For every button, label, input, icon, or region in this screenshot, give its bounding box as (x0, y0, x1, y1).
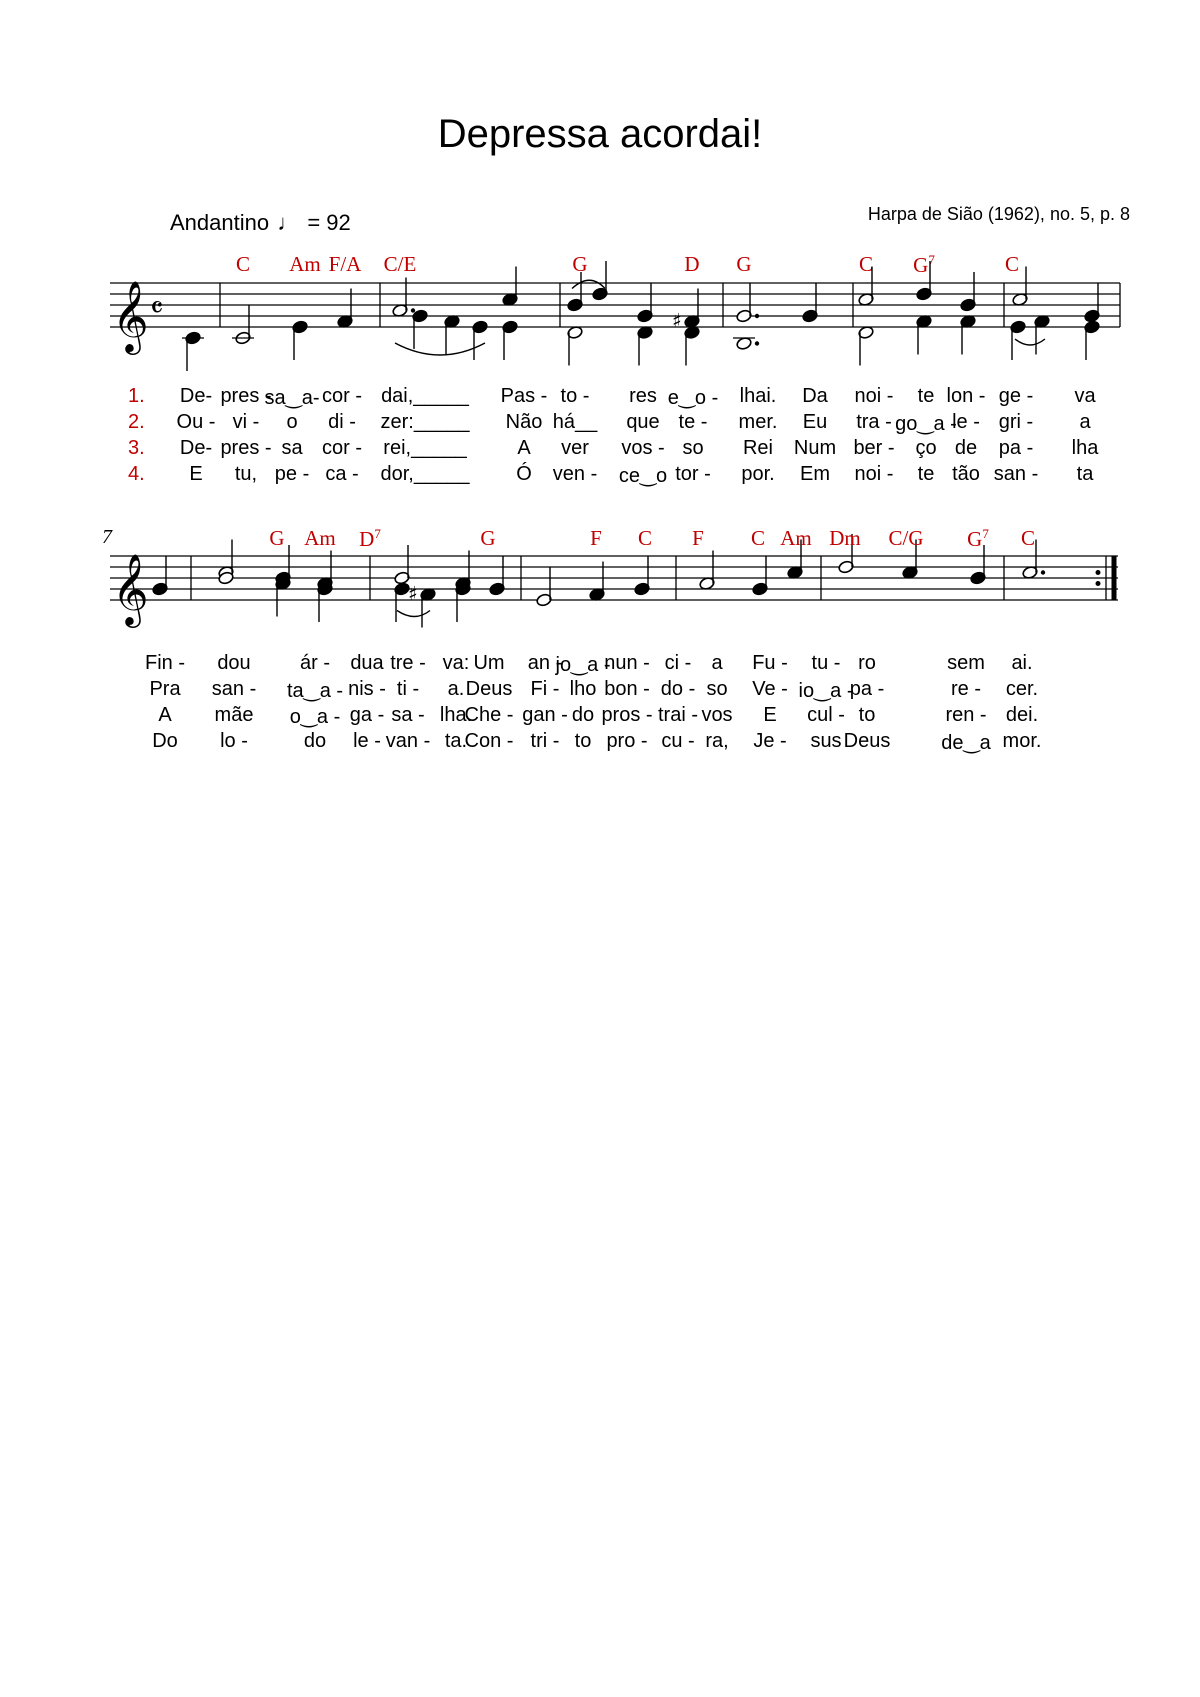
verse-line (0, 437, 1200, 463)
lyric-syllable: do (303, 730, 327, 752)
chord-row-2 (0, 526, 1200, 556)
lyric-syllable: lha. (439, 704, 473, 726)
lyric-syllable: tu - (811, 652, 841, 674)
lyric-syllable: Pas - (500, 385, 548, 407)
lyric-syllable: ge - (998, 385, 1034, 407)
lyric-syllable: lhai. (739, 385, 777, 407)
lyric-syllable: a (711, 652, 723, 674)
lyric-syllable: há__ (552, 411, 598, 433)
lyric-syllable: De- (179, 437, 213, 459)
lyric-syllable: rei,_____ (383, 437, 467, 459)
system1-chord: F/A (328, 252, 362, 276)
system2-chord: C (1020, 526, 1036, 550)
lyric-syllable: ven - (552, 463, 598, 485)
lyric-syllable: por. (741, 463, 775, 485)
slur (1015, 339, 1045, 345)
note-dot (411, 308, 415, 312)
system2-chord: Am (780, 526, 812, 550)
system2-chord: Dm (829, 526, 861, 550)
source-citation: Harpa de Sião (1962), no. 5, p. 8 (867, 204, 1130, 224)
lyric-syllable: a. (447, 678, 465, 700)
lyric-syllable: zer:_____ (380, 411, 470, 433)
lyric-syllable: le - (952, 411, 980, 433)
lyric-syllable: nun - (604, 652, 650, 674)
lyric-syllable: e‿o - (667, 387, 719, 409)
lyric-syllable: o‿a - (289, 706, 341, 728)
verse-line (0, 730, 1200, 756)
measure-number: 7 (102, 526, 112, 548)
lyric-syllable: Ou - (176, 411, 216, 433)
lyric-syllable: lha (1071, 437, 1099, 459)
lyric-syllable: te (917, 385, 935, 407)
lyric-syllable: noi - (854, 385, 894, 407)
lyric-syllable: de (954, 437, 978, 459)
lyric-syllable: ro (858, 652, 876, 674)
note-dot (1041, 570, 1045, 574)
lyric-syllable: de‿a (941, 732, 991, 754)
slur (572, 280, 605, 288)
verse-line (0, 411, 1200, 437)
lyric-syllable: Pra (149, 678, 181, 700)
lyric-syllable: ca - (325, 463, 359, 485)
lyric-syllable: le - (353, 730, 381, 752)
lyric-syllable: Deus (843, 730, 891, 752)
lyric-syllable: E (763, 704, 777, 726)
treble-clef-icon: 𝄞 (112, 552, 149, 625)
lyric-syllable: pa - (849, 678, 885, 700)
lyric-syllable: Fi - (530, 678, 560, 700)
lyric-syllable: pres - (220, 385, 272, 407)
system2-chord: $G^7$ (967, 526, 989, 551)
slur (395, 343, 485, 355)
lyric-syllable: a (1079, 411, 1091, 433)
lyric-syllable: ti - (396, 678, 420, 700)
lyric-syllable: go‿a - (895, 413, 957, 435)
tempo-bpm: = 92 (307, 210, 351, 235)
lyric-syllable: De- (179, 385, 213, 407)
system1-chord: C (235, 252, 251, 276)
verse-number: 2. (128, 411, 145, 433)
lyric-syllable: dei. (1005, 704, 1039, 726)
lyric-syllable: A (158, 704, 172, 726)
lyric-syllable: sus (810, 730, 842, 752)
lyric-syllable: Con - (464, 730, 514, 752)
sharp-icon: ♯ (408, 581, 418, 606)
lyric-syllable: ta. (444, 730, 468, 752)
lyric-syllable: tão (952, 463, 980, 485)
lyric-syllable: Fin - (145, 652, 185, 674)
lyric-syllable: ta‿a - (286, 680, 344, 702)
repeat-dot (1096, 570, 1101, 575)
lyric-syllable: dor,_____ (380, 463, 470, 485)
lyric-syllable: sem (947, 652, 985, 674)
lyric-syllable: trai - (658, 704, 698, 726)
lyric-syllable: tra - (856, 411, 892, 433)
lyric-syllable: Em (800, 463, 830, 485)
lyric-syllable: ga - (349, 704, 385, 726)
lyric-syllable: Deus (465, 678, 513, 700)
lyric-syllable: lo - (220, 730, 248, 752)
lyric-syllable: tre - (390, 652, 426, 674)
lyric-syllable: dua (350, 652, 384, 674)
system1-chord: D (684, 252, 700, 276)
lyric-syllable: ci - (664, 652, 692, 674)
lyric-syllable: cor - (322, 437, 362, 459)
lyric-syllable: ta (1076, 463, 1094, 485)
system1-chord: $G^7$ (913, 252, 935, 277)
lyric-syllable: do - (660, 678, 696, 700)
lyric-syllable: Não (505, 411, 543, 433)
lyric-syllable: va (1074, 385, 1096, 407)
lyric-syllable: io‿a - (798, 680, 854, 702)
system2-chord: F (692, 526, 704, 550)
lyric-syllable: sa‿a- (264, 387, 320, 409)
system1-chord: C (858, 252, 874, 276)
system2-chord: G (269, 526, 285, 550)
music-staff (0, 0, 1200, 760)
lyric-syllable: gan - (522, 704, 568, 726)
lyric-syllable: mãe (214, 704, 254, 726)
lyric-syllable: gri - (998, 411, 1034, 433)
lyric-syllable: Um (473, 652, 505, 674)
lyric-syllable: pa - (998, 437, 1034, 459)
lyric-syllable: que (626, 411, 660, 433)
lyric-syllable: bon - (604, 678, 650, 700)
system2-chord: $D^7$ (359, 526, 381, 551)
lyric-syllable: mer. (738, 411, 778, 433)
page-title: Depressa acordai! (437, 112, 763, 156)
verse-number: 3. (128, 437, 145, 459)
system2-chord: C/G (888, 526, 924, 550)
note-dot (755, 341, 759, 345)
lyric-syllable: te - (678, 411, 708, 433)
lyric-syllable: ai. (1011, 652, 1033, 674)
lyric-syllable: ber - (853, 437, 895, 459)
verse-number: 1. (128, 385, 145, 407)
lyric-syllable: pro - (606, 730, 648, 752)
lyric-syllable: E (189, 463, 203, 485)
verse-line (0, 463, 1200, 489)
system2-chord: C (637, 526, 653, 550)
lyric-syllable: ár - (300, 652, 330, 674)
lyric-syllable: vos (701, 704, 733, 726)
lyric-syllable: Da (802, 385, 828, 407)
lyric-syllable: Eu (802, 411, 828, 433)
lyric-syllable: cul - (807, 704, 845, 726)
lyric-syllable: ren - (945, 704, 987, 726)
lyric-syllable: Ó (516, 463, 532, 485)
lyric-syllable: pros - (601, 704, 653, 726)
lyric-syllable: sa (281, 437, 303, 459)
treble-clef-icon: 𝄞 (112, 279, 149, 352)
lyric-syllable: tu, (234, 463, 258, 485)
lyric-syllable: to (858, 704, 876, 726)
lyric-syllable: tor - (675, 463, 711, 485)
lyric-syllable: Che - (464, 704, 514, 726)
lyric-syllable: ço (915, 437, 937, 459)
lyric-syllable: Do (152, 730, 178, 752)
lyric-syllable: so (706, 678, 728, 700)
lyric-syllable: cu - (661, 730, 695, 752)
system1-chord: G (736, 252, 752, 276)
system1-chord: Am (289, 252, 321, 276)
lyric-syllable: an - (527, 652, 563, 674)
system2-chord: C (750, 526, 766, 550)
lyric-syllable: san - (211, 678, 257, 700)
lyric-syllable: ra, (705, 730, 729, 752)
system1-chord: G (572, 252, 588, 276)
lyric-syllable: dai,_____ (381, 385, 469, 407)
sharp-icon: ♯ (672, 308, 682, 333)
lyric-syllable: san - (993, 463, 1039, 485)
verse-number: 4. (128, 463, 145, 485)
system1-chord: C/E (383, 252, 417, 276)
lyric-syllable: di - (328, 411, 356, 433)
verse-line (0, 704, 1200, 730)
lyric-syllable: sa - (391, 704, 425, 726)
lyric-syllable: to - (560, 385, 590, 407)
verse-line (0, 678, 1200, 704)
lyric-syllable: o (286, 411, 298, 433)
common-time-icon: 𝄴 (150, 291, 164, 326)
system2-chord: Am (304, 526, 336, 550)
quarter-note-icon: ♩ (277, 210, 300, 235)
lyric-syllable: cor - (322, 385, 362, 407)
lyric-syllable: Je - (753, 730, 787, 752)
lyric-syllable: lon - (946, 385, 986, 407)
lyric-syllable: Fu - (752, 652, 788, 674)
lyric-syllable: pres - (220, 437, 272, 459)
lyric-syllable: re - (951, 678, 981, 700)
lyric-syllable: van - (385, 730, 431, 752)
verse-line (0, 652, 1200, 678)
system2-chord: G (480, 526, 496, 550)
lyric-syllable: Ve - (752, 678, 788, 700)
repeat-dot (1096, 581, 1101, 586)
lyric-syllable: vi - (232, 411, 260, 433)
lyric-syllable: ce‿o (618, 465, 668, 487)
lyric-syllable: noi - (854, 463, 894, 485)
lyric-syllable: te (917, 463, 935, 485)
lyric-syllable: res (629, 385, 657, 407)
lyric-syllable: Rei (742, 437, 774, 459)
lyric-syllable: dou (217, 652, 251, 674)
lyric-syllable: va: (442, 652, 470, 674)
lyric-syllable: nis - (348, 678, 386, 700)
lyric-syllable: cer. (1005, 678, 1039, 700)
lyric-syllable: do (571, 704, 595, 726)
lyric-syllable: jo‿a - (555, 654, 611, 676)
system2-chord: F (590, 526, 602, 550)
lyric-syllable: A (517, 437, 531, 459)
lyric-syllable: so (682, 437, 704, 459)
tempo-text: Andantino (170, 210, 270, 235)
lyric-syllable: tri - (530, 730, 560, 752)
verse-line (0, 385, 1200, 411)
lyric-syllable: ver (561, 437, 589, 459)
system1-chord: C (1004, 252, 1020, 276)
lyric-syllable: lho (569, 678, 597, 700)
lyric-syllable: pe - (274, 463, 310, 485)
lyric-syllable: mor. (1002, 730, 1042, 752)
lyric-syllable: to (574, 730, 592, 752)
lyric-syllable: vos - (621, 437, 665, 459)
note-dot (755, 314, 759, 318)
lyric-syllable: Num (793, 437, 837, 459)
slur (397, 611, 430, 617)
